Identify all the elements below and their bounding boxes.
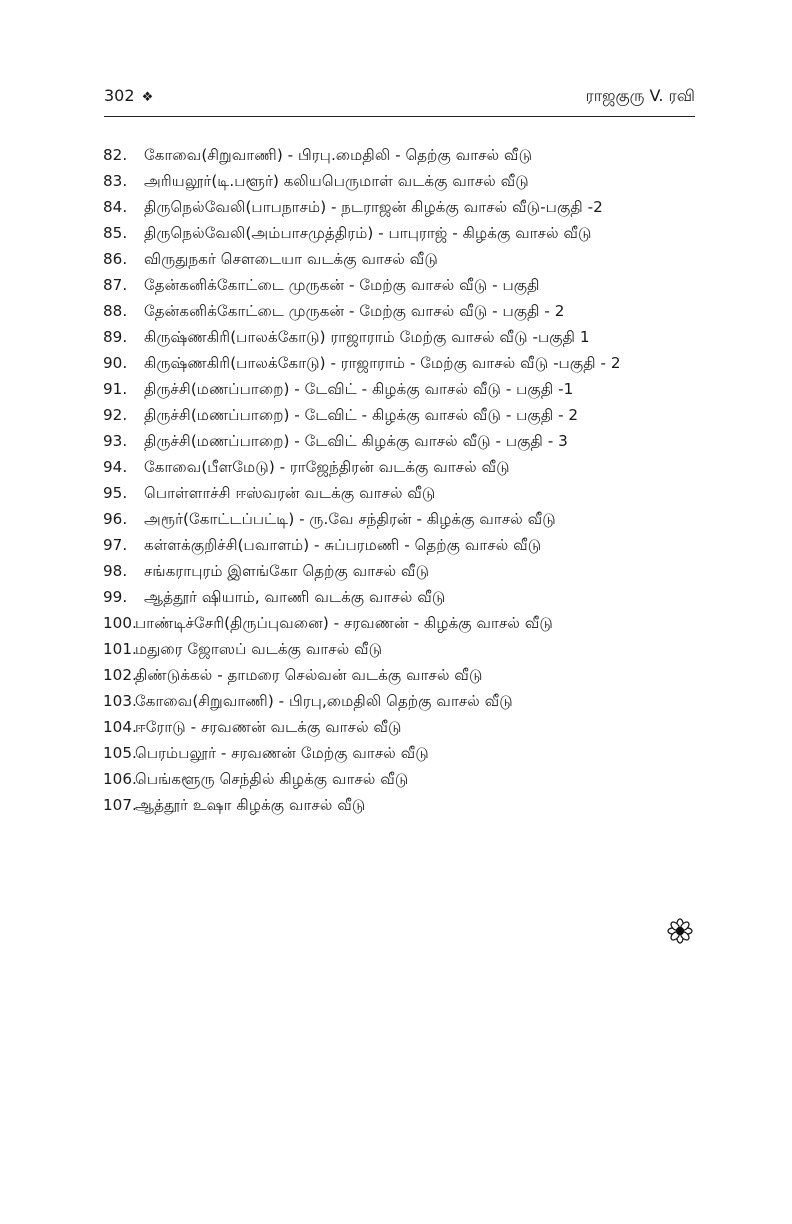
entry-text: பெங்களூரு செந்தில் கிழக்கு வாசல் வீடு bbox=[135, 770, 409, 788]
list-item bbox=[103, 428, 703, 454]
entry-number: 99. bbox=[103, 588, 128, 606]
entry-number: 100. bbox=[103, 614, 137, 632]
header-divider bbox=[104, 116, 695, 117]
list-item bbox=[103, 766, 703, 792]
entry-text: பெரம்பலூர் - சரவணன் மேற்கு வாசல் வீடு bbox=[135, 744, 429, 762]
entry-text: தேன்கனிக்கோட்டை முருகன் - மேற்கு வாசல் வீடு - பகுதி - 2 bbox=[144, 302, 565, 320]
list-item bbox=[103, 298, 703, 324]
list-item bbox=[103, 792, 703, 818]
list-item bbox=[103, 220, 703, 246]
entry-number: 101. bbox=[103, 640, 137, 658]
diamond-ornament-icon: ❖ bbox=[141, 90, 154, 105]
entry-text: திருச்சி(மணப்பாறை) - டேவிட் கிழக்கு வாசல் வீடு - பகுதி - 3 bbox=[144, 432, 568, 450]
page-number: 302 bbox=[104, 86, 135, 105]
entry-number: 103. bbox=[103, 692, 137, 710]
entry-number: 85. bbox=[103, 224, 128, 242]
entry-number: 82. bbox=[103, 146, 128, 164]
list-item bbox=[103, 376, 703, 402]
page-number-block bbox=[104, 86, 153, 108]
running-head: ராஜகுரு V. ரவி bbox=[585, 86, 695, 105]
list-item bbox=[103, 532, 703, 558]
entry-number: 106. bbox=[103, 770, 137, 788]
entry-number: 96. bbox=[103, 510, 128, 528]
entry-text: திருச்சி(மணப்பாறை) - டேவிட் - கிழக்கு வாசல் வீடு - பகுதி -1 bbox=[144, 380, 574, 398]
entry-text: கிருஷ்ணகிரி(பாலக்கோடு) ராஜாராம் மேற்கு வாசல் வீடு -பகுதி 1 bbox=[144, 328, 590, 346]
entry-number: 104. bbox=[103, 718, 137, 736]
list-item bbox=[103, 272, 703, 298]
entry-text: ஆத்தூர் ஷியாம், வாணி வடக்கு வாசல் வீடு bbox=[144, 588, 446, 606]
list-item bbox=[103, 558, 703, 584]
entry-text: பொள்ளாச்சி ஈஸ்வரன் வடக்கு வாசல் வீடு bbox=[144, 484, 436, 502]
entry-number: 102. bbox=[103, 666, 137, 684]
list-item bbox=[103, 168, 703, 194]
list-item bbox=[103, 350, 703, 376]
list-item bbox=[103, 688, 703, 714]
entry-text: விருதுநகர் சௌடையா வடக்கு வாசல் வீடு bbox=[144, 250, 438, 268]
entry-number: 93. bbox=[103, 432, 128, 450]
list-item bbox=[103, 610, 703, 636]
entry-text: அரியலூர்(டி.பளூர்) கலியபெருமாள் வடக்கு வாசல் வீடு bbox=[144, 172, 529, 190]
entry-number: 105. bbox=[103, 744, 137, 762]
entry-text: கோவை(சிறுவாணி) - பிரபு.மைதிலி - தெற்கு வாசல் வீடு bbox=[144, 146, 533, 164]
list-item bbox=[103, 506, 703, 532]
entry-number: 88. bbox=[103, 302, 128, 320]
entry-number: 97. bbox=[103, 536, 128, 554]
entry-text: ஆத்தூர் உஷா கிழக்கு வாசல் வீடு bbox=[135, 796, 366, 814]
entry-number: 84. bbox=[103, 198, 128, 216]
list-item bbox=[103, 714, 703, 740]
list-item bbox=[103, 662, 703, 688]
entry-number: 92. bbox=[103, 406, 128, 424]
entry-text: கள்ளக்குறிச்சி(பவாளம்) - சுப்பரமணி - தெற்கு வாசல் வீடு bbox=[144, 536, 542, 554]
list-item bbox=[103, 584, 703, 610]
page-header bbox=[104, 84, 695, 116]
entry-number: 90. bbox=[103, 354, 128, 372]
list-item bbox=[103, 454, 703, 480]
list-item bbox=[103, 246, 703, 272]
entry-text: மதுரை ஜோஸப் வடக்கு வாசல் வீடு bbox=[135, 640, 383, 658]
entry-text: கோவை(பீளமேடு) - ராஜேந்திரன் வடக்கு வாசல் வீடு bbox=[144, 458, 510, 476]
entry-text: சங்கராபுரம் இளங்கோ தெற்கு வாசல் வீடு bbox=[144, 562, 430, 580]
entry-text: திருச்சி(மணப்பாறை) - டேவிட் - கிழக்கு வாசல் வீடு - பகுதி - 2 bbox=[144, 406, 579, 424]
entry-text: கோவை(சிறுவாணி) - பிரபு,மைதிலி தெற்கு வாசல் வீடு bbox=[135, 692, 513, 710]
list-item bbox=[103, 142, 703, 168]
entry-text: திண்டுக்கல் - தாமரை செல்வன் வடக்கு வாசல் வீடு bbox=[135, 666, 483, 684]
list-item bbox=[103, 402, 703, 428]
list-item bbox=[103, 636, 703, 662]
list-item bbox=[103, 324, 703, 350]
list-item bbox=[103, 194, 703, 220]
entry-number: 95. bbox=[103, 484, 128, 502]
entry-number: 87. bbox=[103, 276, 128, 294]
entry-number: 91. bbox=[103, 380, 128, 398]
entry-number: 107. bbox=[103, 796, 137, 814]
house-entry-list bbox=[103, 142, 703, 818]
list-item bbox=[103, 740, 703, 766]
entry-number: 83. bbox=[103, 172, 128, 190]
entry-text: திருநெல்வேலி(பாபநாசம்) - நடராஜன் கிழக்கு வாசல் வீடு-பகுதி -2 bbox=[144, 198, 603, 216]
entry-text: அரூர்(கோட்டப்பட்டி) - ரு.வே சந்திரன் - கிழக்கு வாசல் வீடு bbox=[144, 510, 556, 528]
entry-number: 89. bbox=[103, 328, 128, 346]
list-item bbox=[103, 480, 703, 506]
entry-text: கிருஷ்ணகிரி(பாலக்கோடு) - ராஜாராம் - மேற்கு வாசல் வீடு -பகுதி - 2 bbox=[144, 354, 621, 372]
entry-text: திருநெல்வேலி(அம்பாசமுத்திரம்) - பாபுராஜ் - கிழக்கு வாசல் வீடு bbox=[144, 224, 592, 242]
flower-ornament-icon bbox=[667, 918, 693, 944]
entry-text: ஈரோடு - சரவணன் வடக்கு வாசல் வீடு bbox=[135, 718, 402, 736]
entry-text: தேன்கனிக்கோட்டை முருகன் - மேற்கு வாசல் வீடு - பகுதி bbox=[144, 276, 540, 294]
entry-number: 86. bbox=[103, 250, 128, 268]
entry-number: 94. bbox=[103, 458, 128, 476]
entry-number: 98. bbox=[103, 562, 128, 580]
entry-text: பாண்டிச்சேரி(திருப்புவனை) - சரவணன் - கிழக்கு வாசல் வீடு bbox=[135, 614, 553, 632]
